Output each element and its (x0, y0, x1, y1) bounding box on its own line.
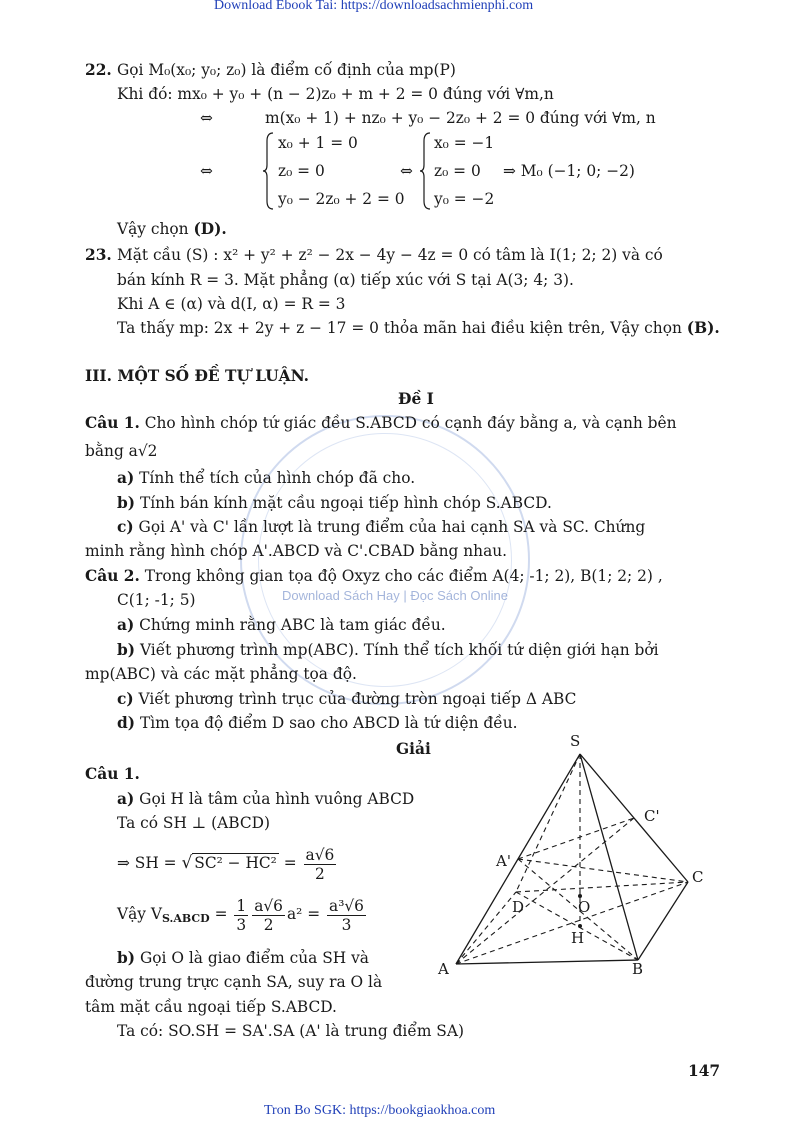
q22-line2: Khi đó: mx₀ + y₀ + (n − 2)z₀ + m + 2 = 0 đúng với ∀m,n (117, 85, 554, 103)
v-lhs: Vậy V (117, 905, 162, 923)
cau1-c-label: c) (117, 518, 134, 536)
sh-root: SC² − HC² (194, 854, 277, 872)
cau2-d-label: d) (117, 714, 136, 732)
q23-answer: (B). (686, 319, 720, 337)
q23-line4 (117, 318, 720, 338)
edge-DC (516, 882, 688, 892)
label-B: B (632, 960, 644, 978)
v-f3-num: a³√6 (329, 896, 364, 915)
edge-BC (638, 882, 688, 960)
cau1-label: Câu 1. (85, 414, 140, 432)
edge-AB (456, 960, 638, 964)
sol-b-label: b) (117, 949, 136, 967)
q22-number: 22. (85, 61, 112, 79)
cau1-a-text: Tính thể tích của hình chóp đã cho. (134, 469, 416, 487)
v-eq2: = (302, 905, 326, 923)
v-f1-num: 1 (236, 896, 247, 915)
label-C-prime: C' (644, 807, 660, 825)
cau2-label: Câu 2. (85, 567, 140, 585)
cau2-text: Trong không gian tọa độ Oxyz cho các điểm A(4; -1; 2), B(1; 2; 2) , (139, 567, 663, 585)
q23-line1: Mặt cầu (S) : x² + y² + z² − 2x − 4y − 4z = 0 có tâm là I(1; 2; 2) và có (117, 246, 663, 264)
page-number: 147 (688, 1062, 721, 1080)
q22-system-b-row3: y₀ = −2 (434, 190, 495, 208)
cau2-c (117, 689, 576, 709)
label-A-prime: A' (496, 852, 511, 870)
seg-A1C1 (518, 818, 634, 859)
sol-a-label: a) (117, 790, 135, 808)
cau2-b-text: Viết phương trình mp(ABC). Tính thể tích khối tứ diện giới hạn bởi (135, 641, 659, 659)
q23-number: 23. (85, 246, 112, 264)
cau1-a (117, 468, 415, 488)
q22-system-a-row2: z₀ = 0 (278, 162, 325, 180)
q22-line1: Gọi M₀(x₀; y₀; z₀) là điểm cố định của mp(P) (117, 61, 456, 79)
v-f3-den: 3 (341, 915, 352, 934)
diag-BD (516, 892, 638, 960)
cau1-b (117, 493, 552, 513)
q22-answer: (D). (193, 220, 227, 238)
v-a2: a² (286, 905, 303, 923)
sol-a1 (117, 789, 414, 809)
label-H: H (571, 929, 585, 947)
sol-b4: Ta có: SO.SH = SA'.SA (A' là trung điểm SA) (117, 1022, 464, 1040)
cau1-line1 (85, 413, 677, 433)
cau1-line2: bằng a√2 (85, 442, 158, 460)
label-A: A (438, 960, 449, 978)
q22-iff-3: ⇔ (400, 162, 413, 180)
cau1-c1 (117, 517, 645, 537)
sh-eq: = (278, 854, 302, 872)
q22-system-b-brace (420, 131, 432, 211)
header-download-link[interactable]: Download Ebook Tai: https://downloadsachmienphi.com (214, 0, 534, 13)
sh-num: a√6 (305, 845, 335, 864)
cau2-b1 (117, 640, 659, 660)
v-frac1 (234, 897, 248, 934)
cau2-b2: mp(ABC) và các mặt phẳng tọa độ. (85, 665, 357, 683)
q22-system-b-row2: z₀ = 0 (434, 162, 481, 180)
q22-system-a-brace (263, 131, 275, 211)
cau2-a (117, 615, 446, 635)
v-f1-den: 3 (236, 915, 247, 934)
cau2-c-label: c) (117, 690, 134, 708)
cau1-c-text: Gọi A' và C' lần lượt là trung điểm của hai cạnh SA và SC. Chứng (133, 518, 646, 536)
footer-sgk-link[interactable]: Tron Bo SGK: https://bookgiaokhoa.com (264, 1103, 496, 1118)
cau2-d-text: Tìm tọa độ điểm D sao cho ABCD là tứ diện đều. (135, 714, 518, 732)
q23-line4-text: Ta thấy mp: 2x + 2y + z − 17 = 0 thỏa mãn hai điều kiện trên, Vậy chọn (117, 319, 687, 337)
section-title: III. MỘT SỐ ĐỀ TỰ LUẬN. (85, 367, 310, 385)
sol-sh-formula (117, 843, 338, 887)
de-title: Đề I (398, 390, 434, 408)
label-O: O (578, 898, 591, 916)
cau1-c2: minh rằng hình chóp A'.ABCD và C'.CBAD bằng nhau. (85, 542, 508, 560)
q22-iff-2: ⇔ (200, 162, 213, 180)
q23-line2: bán kính R = 3. Mặt phẳng (α) tiếp xúc với S tại A(3; 4; 3). (117, 271, 574, 289)
label-D: D (512, 898, 525, 916)
v-f2-num: a√6 (254, 896, 283, 915)
v-sub: S.ABCD (162, 912, 210, 925)
cau2-b-label: b) (117, 641, 136, 659)
q22-iff-1: ⇔ (200, 109, 213, 127)
q22-system-a-row1: x₀ + 1 = 0 (278, 134, 358, 152)
seg-C1-A (456, 818, 634, 964)
cau1-b-text: Tính bán kính mặt cầu ngoại tiếp hình chóp S.ABCD. (135, 494, 552, 512)
sol-label: Câu 1. (85, 765, 140, 783)
sol-a2: Ta có SH ⊥ (ABCD) (117, 814, 270, 832)
sol-a1-text: Gọi H là tâm của hình vuông ABCD (134, 790, 415, 808)
cau2-a-label: a) (117, 616, 135, 634)
cau1-a-label: a) (117, 469, 135, 487)
cau1-b-label: b) (117, 494, 136, 512)
q22-system-a-row3: y₀ − 2z₀ + 2 = 0 (278, 190, 405, 208)
edge-SB (580, 754, 638, 960)
point-H (578, 924, 582, 928)
sol-volume-formula (117, 894, 368, 938)
sh-lhs: ⇒ SH = (117, 854, 182, 872)
sol-b1 (117, 948, 369, 968)
cau2-c-text: Viết phương trình trục của đường tròn ngoại tiếp Δ ABC (133, 690, 577, 708)
seg-A1-C (518, 859, 688, 882)
q22-system-b-row1: x₀ = −1 (434, 134, 495, 152)
sol-b2: đường trung trực cạnh SA, suy ra O là (85, 973, 383, 991)
cau1-text: Cho hình chóp tứ giác đều S.ABCD có cạnh đáy bằng a, và cạnh bên (139, 414, 677, 432)
giai-title: Giải (396, 740, 431, 758)
v-frac3 (327, 897, 366, 934)
v-frac2 (252, 897, 285, 934)
sh-fraction (304, 846, 337, 883)
q22-line3: m(x₀ + 1) + nz₀ + y₀ − 2z₀ + 2 = 0 đúng với ∀m, n (265, 109, 656, 127)
q22-result: ⇒ M₀ (−1; 0; −2) (503, 162, 635, 180)
label-S: S (570, 732, 581, 750)
sh-den: 2 (315, 864, 325, 883)
cau2-a-text: Chứng minh rằng ABC là tam giác đều. (134, 616, 446, 634)
sol-b1-text: Gọi O là giao điểm của SH và (135, 949, 369, 967)
q23-line3: Khi A ∈ (α) và d(I, α) = R = 3 (117, 295, 346, 313)
q22-answer-prefix: Vậy chọn (117, 220, 194, 238)
cau2-line1 (85, 566, 663, 586)
pyramid-figure (430, 730, 730, 990)
edge-SD (516, 754, 580, 892)
sol-b3: tâm mặt cầu ngoại tiếp S.ABCD. (85, 998, 337, 1016)
sqrt-symbol: √ (181, 853, 193, 873)
watermark-text: Download Sách Hay | Đọc Sách Online (282, 588, 508, 603)
q22-answer-line (117, 219, 227, 239)
v-f2-den: 2 (263, 915, 274, 934)
label-C: C (692, 868, 704, 886)
cau2-line2: C(1; -1; 5) (117, 591, 196, 609)
v-eq: = (209, 905, 233, 923)
